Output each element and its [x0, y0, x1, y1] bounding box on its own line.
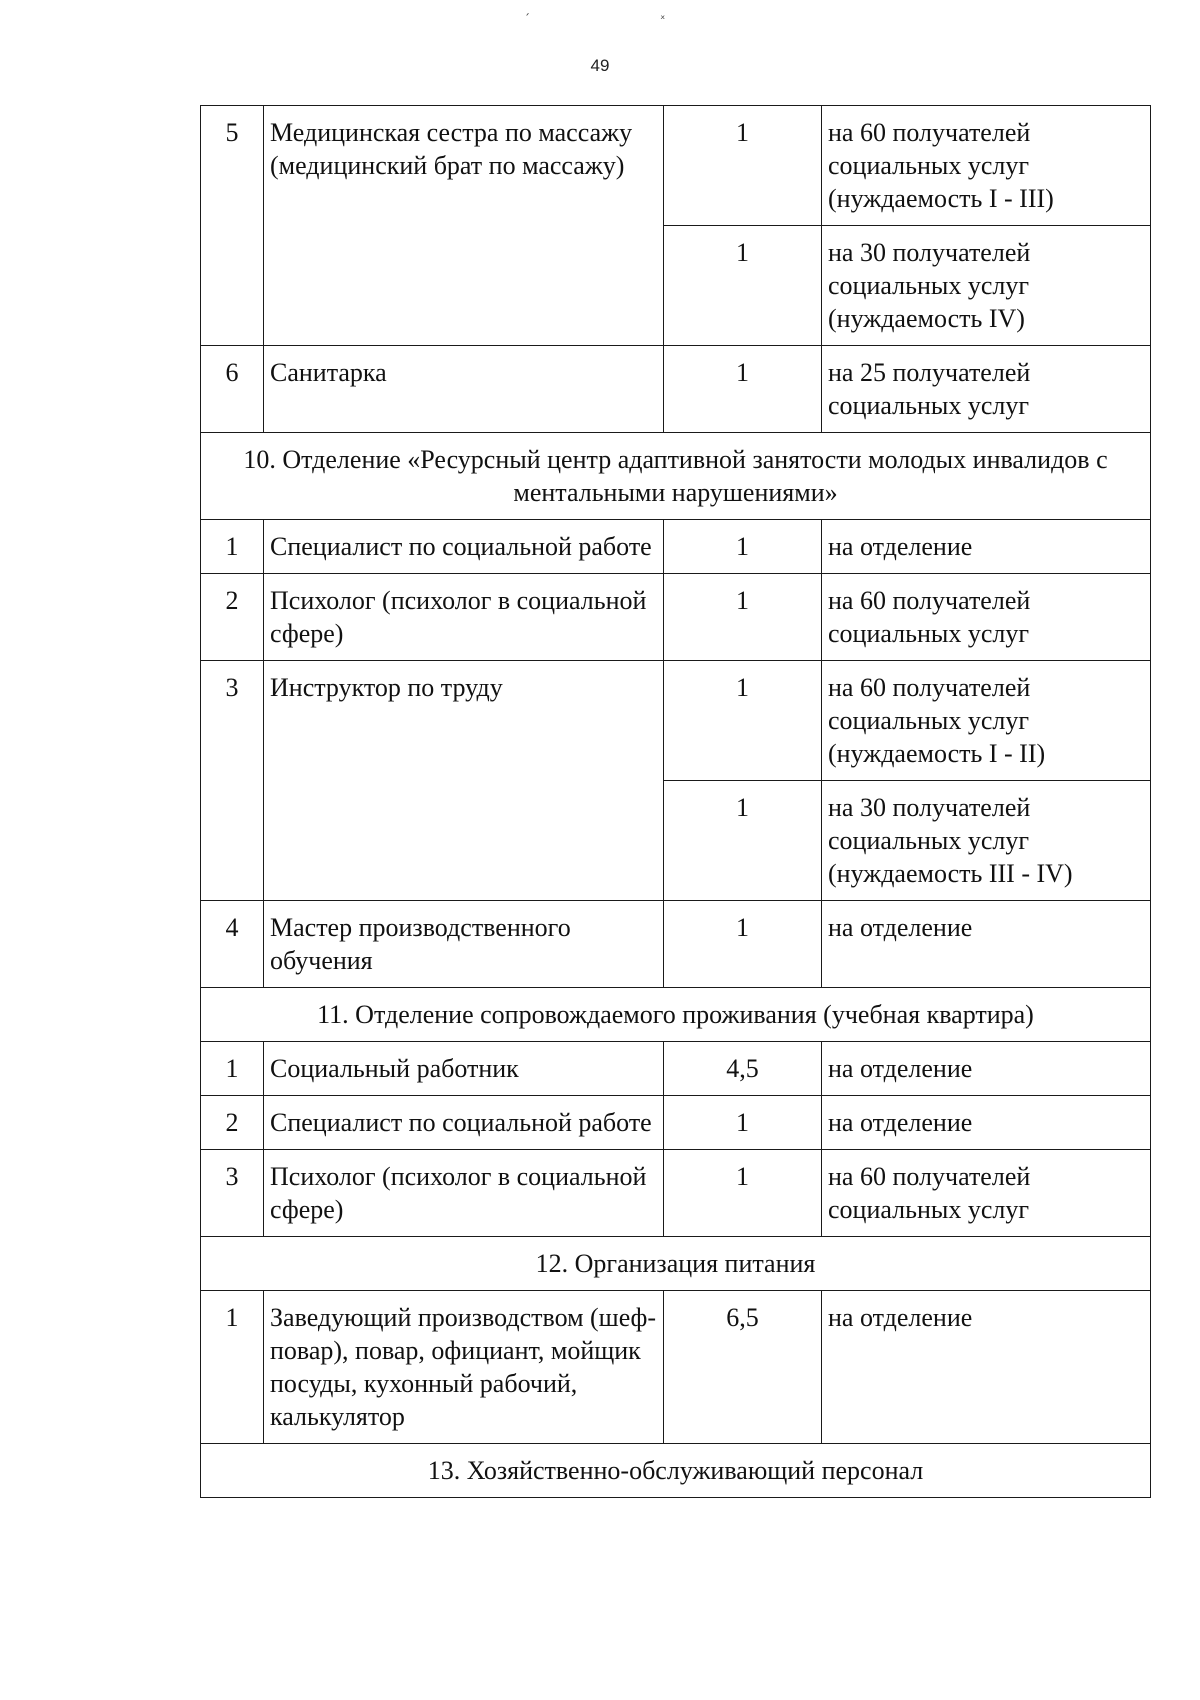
staff-quantity: 6,5: [664, 1291, 822, 1444]
scan-mark-left: ˊ: [524, 12, 530, 26]
section-title: 13. Хозяйственно-обслуживающий персонал: [201, 1444, 1151, 1498]
staff-quantity: 1: [664, 520, 822, 574]
position-name: Специалист по социальной работе: [264, 1096, 664, 1150]
staff-quantity: 1: [664, 574, 822, 661]
position-name: Заведующий производством (шеф-повар), повар, официант, мойщик посуды, кухонный рабочий, калькулятор: [264, 1291, 664, 1444]
staff-quantity: 1: [664, 226, 822, 346]
table-row: [201, 901, 1151, 988]
position-name: Социальный работник: [264, 1042, 664, 1096]
table-row: [201, 1291, 1151, 1444]
row-number: 2: [201, 1096, 264, 1150]
staff-quantity: 1: [664, 1150, 822, 1237]
row-number: 2: [201, 574, 264, 661]
staffing-norm: на отделение: [822, 1096, 1151, 1150]
position-name: Психолог (психолог в социальной сфере): [264, 1150, 664, 1237]
row-number: 1: [201, 1042, 264, 1096]
table-row: [201, 574, 1151, 661]
table-row: [201, 346, 1151, 433]
row-number: 3: [201, 1150, 264, 1237]
table-row: [201, 520, 1151, 574]
position-name: Мастер производственного обучения: [264, 901, 664, 988]
position-name: Психолог (психолог в социальной сфере): [264, 574, 664, 661]
staffing-table: [200, 105, 1151, 1498]
page-number: 49: [590, 56, 610, 75]
table-row: [201, 106, 1151, 226]
row-number: 6: [201, 346, 264, 433]
section-header-row: [201, 433, 1151, 520]
staff-quantity: 1: [664, 901, 822, 988]
position-name: Специалист по социальной работе: [264, 520, 664, 574]
staffing-norm: на 30 получателей социальных услуг (нуждаемость IV): [822, 226, 1151, 346]
staffing-norm: на 60 получателей социальных услуг: [822, 574, 1151, 661]
table-row: [201, 661, 1151, 781]
staffing-norm: на 60 получателей социальных услуг: [822, 1150, 1151, 1237]
scan-mark-right: ˣ: [660, 12, 666, 26]
staffing-norm: на отделение: [822, 901, 1151, 988]
table-row: [201, 1042, 1151, 1096]
section-header-row: [201, 988, 1151, 1042]
staffing-norm: на отделение: [822, 1291, 1151, 1444]
staffing-norm: на 60 получателей социальных услуг (нуждаемость I - III): [822, 106, 1151, 226]
row-number: 1: [201, 1291, 264, 1444]
row-number: 5: [201, 106, 264, 346]
section-header-row: [201, 1237, 1151, 1291]
section-title: 10. Отделение «Ресурсный центр адаптивной занятости молодых инвалидов с ментальными нарушениями»: [201, 433, 1151, 520]
staffing-norm: на отделение: [822, 520, 1151, 574]
section-title: 11. Отделение сопровождаемого проживания (учебная квартира): [201, 988, 1151, 1042]
staff-quantity: 1: [664, 781, 822, 901]
section-title: 12. Организация питания: [201, 1237, 1151, 1291]
staffing-norm: на отделение: [822, 1042, 1151, 1096]
position-name: Медицинская сестра по массажу (медицинский брат по массажу): [264, 106, 664, 346]
section-header-row: [201, 1444, 1151, 1498]
staff-quantity: 4,5: [664, 1042, 822, 1096]
table-row: [201, 1096, 1151, 1150]
row-number: 3: [201, 661, 264, 901]
staffing-norm: на 25 получателей социальных услуг: [822, 346, 1151, 433]
position-name: Инструктор по труду: [264, 661, 664, 901]
position-name: Санитарка: [264, 346, 664, 433]
staff-quantity: 1: [664, 106, 822, 226]
row-number: 4: [201, 901, 264, 988]
staff-quantity: 1: [664, 346, 822, 433]
staffing-norm: на 30 получателей социальных услуг (нуждаемость III - IV): [822, 781, 1151, 901]
staff-quantity: 1: [664, 1096, 822, 1150]
row-number: 1: [201, 520, 264, 574]
table-row: [201, 1150, 1151, 1237]
staff-quantity: 1: [664, 661, 822, 781]
staffing-norm: на 60 получателей социальных услуг (нуждаемость I - II): [822, 661, 1151, 781]
